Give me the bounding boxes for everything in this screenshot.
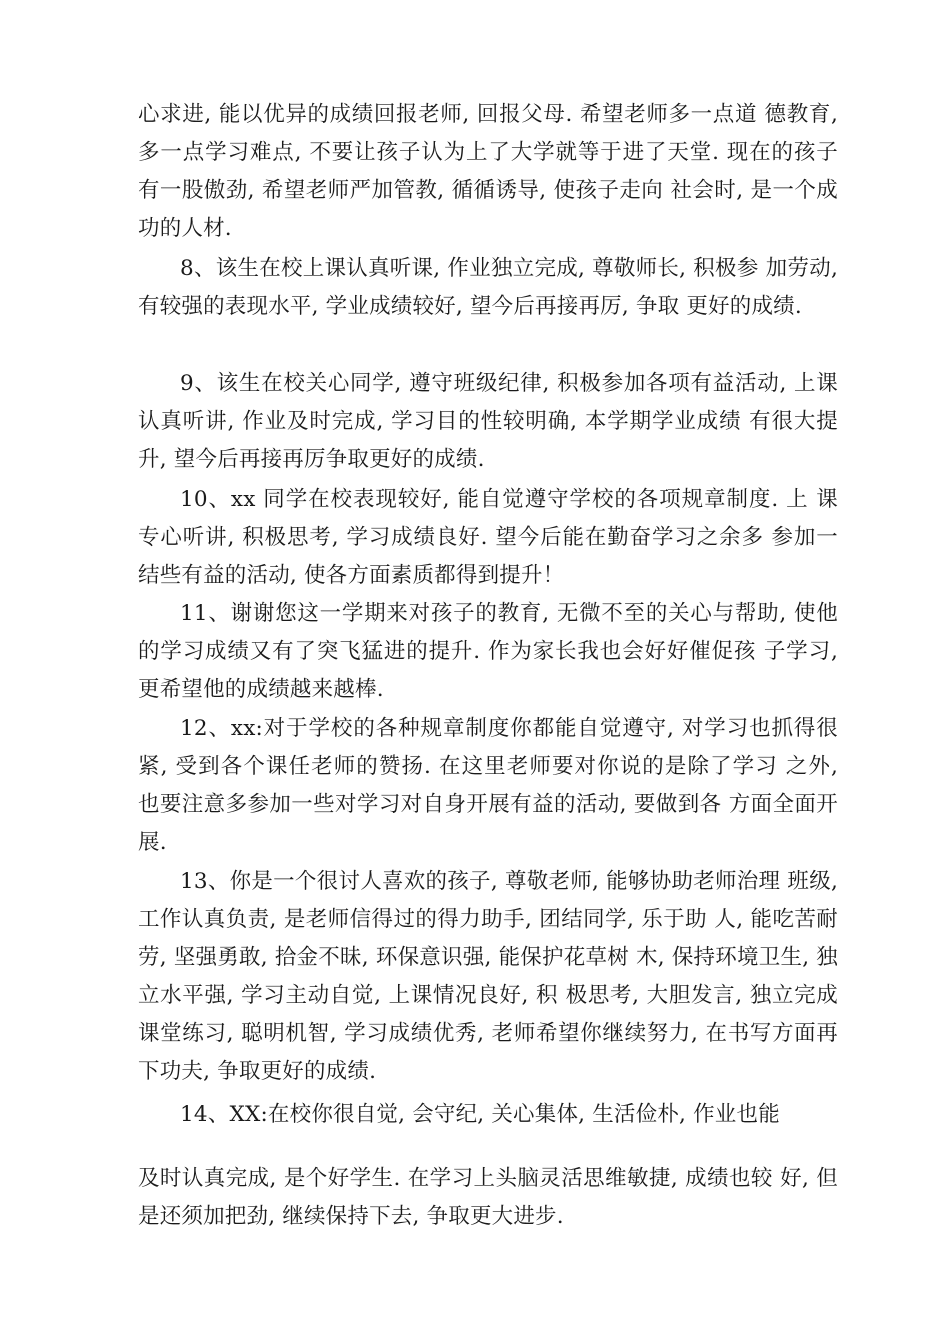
paragraph-item-14: 14、XX:在校你很自觉, 会守纪, 关心集体, 生活俭朴, 作业也能 bbox=[180, 1102, 780, 1127]
paragraph-item-14-continued: 及时认真完成, 是个好学生. 在学习上头脑灵活思维敏捷, 成绩也较 好, 但是还须加把劲, 继续保持下去, 争取更大进步. bbox=[138, 1166, 838, 1229]
paragraph-continued: 心求进, 能以优异的成绩回报老师, 回报父母. 希望老师多一点道 德教育, 多一点学习难点, 不要让孩子认为上了大学就等于进了天堂. 现在的孩子有一股傲劲, 希望老师严加管教, 循循诱导, 使孩子走向 社会时, 是一个成功的人材. bbox=[138, 102, 838, 241]
paragraph-item-10: 10、xx 同学在校表现较好, 能自觉遵守学校的各项规章制度. 上 课专心听讲, 积极思考, 学习成绩良好. 望今后能在勤奋学习之余多 参加一结些有益的活动, 使各方面素质都得到提升！ bbox=[138, 487, 838, 588]
paragraph-item-12: 12、xx:对于学校的各种规章制度你都能自觉遵守, 对学习也抓得很紧, 受到各个课任老师的赞扬. 在这里老师要对你说的是除了学习 之外, 也要注意多参加一些对学习对自身开展有益的活动, 要做到各 方面全面开展. bbox=[138, 716, 838, 855]
paragraph-item-8: 8、该生在校上课认真听课, 作业独立完成, 尊敬师长, 积极参 加劳动, 有较强的表现水平, 学业成绩较好, 望今后再接再厉, 争取 更好的成绩. bbox=[138, 256, 838, 319]
paragraph-item-11: 11、谢谢您这一学期来对孩子的教育, 无微不至的关心与帮助, 使他的学习成绩又有了突飞猛进的提升. 作为家长我也会好好催促孩 子学习, 更希望他的成绩越来越棒. bbox=[138, 601, 838, 702]
paragraph-item-9: 9、该生在校关心同学, 遵守班级纪律, 积极参加各项有益活动, 上课认真听讲, 作业及时完成, 学习目的性较明确, 本学期学业成绩 有很大提升, 望今后再接再厉争取更好的成绩. bbox=[138, 371, 838, 472]
paragraph-item-13: 13、你是一个很讨人喜欢的孩子, 尊敬老师, 能够协助老师治理 班级, 工作认真负责, 是老师信得过的得力助手, 团结同学, 乐于助 人, 能吃苦耐劳, 坚强勇敢, 拾金不昧, 环保意识强, 能保护花草树 木, 保持环境卫生, 独立水平强, 学习主动自觉, 上课情况良好, 积 极思考, 大胆发言, 独立完成课堂练习, 聪明机智, 学习成绩优秀, 老师希望你继续努力, 在书写方面再下功夫, 争取更好的成绩. bbox=[138, 869, 838, 1084]
